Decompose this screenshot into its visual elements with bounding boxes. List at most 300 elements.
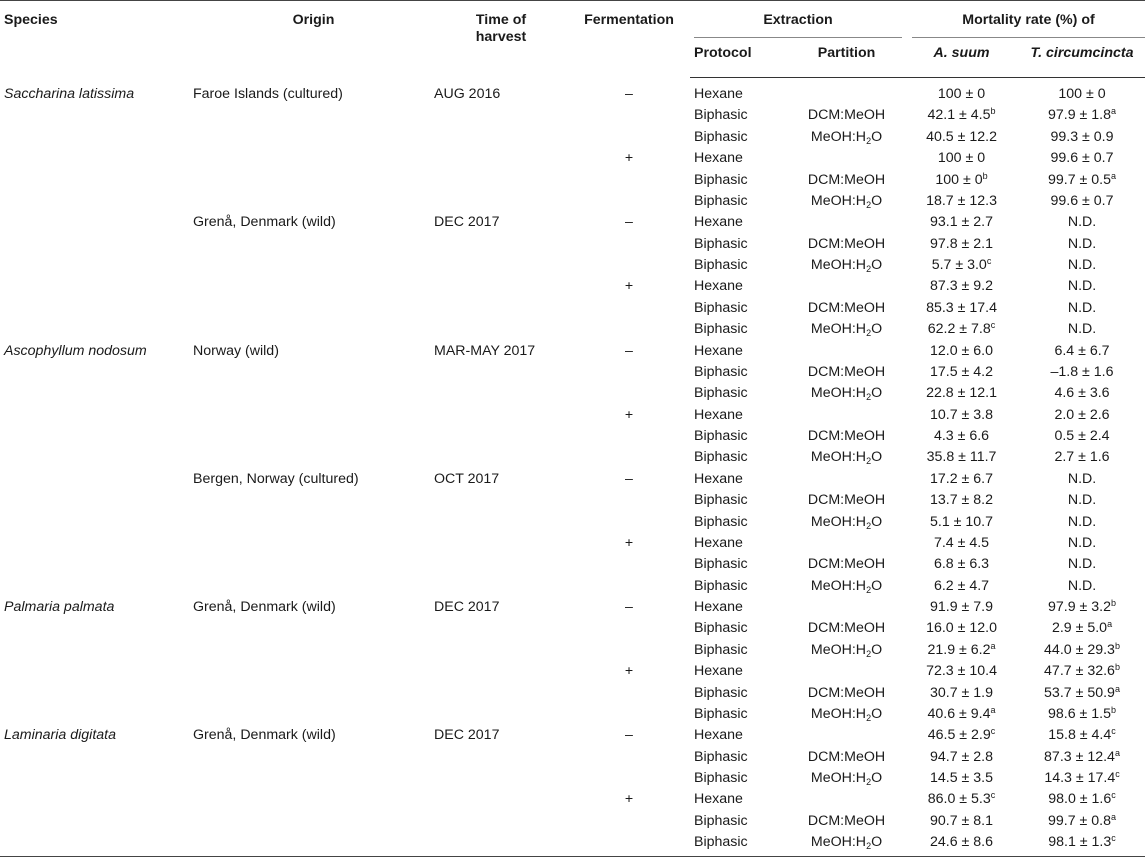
t-circumcincta-cell-text: 6.4 ± 6.7: [1054, 342, 1110, 359]
table-row: [0, 234, 1145, 255]
partition-cell: [789, 234, 904, 255]
fermentation-cell: [568, 533, 690, 554]
species-cell: [0, 811, 193, 832]
fermentation-cell: [568, 383, 690, 404]
origin-cell: [193, 78, 434, 106]
time-of-harvest-cell: [434, 747, 568, 768]
t-circumcincta-cell-text: 99.6 ± 0.7: [1050, 150, 1114, 167]
protocol-cell-text: Biphasic: [694, 192, 748, 209]
protocol-cell: [690, 298, 789, 319]
protocol-cell: [690, 191, 789, 212]
partition-cell: [789, 768, 904, 789]
a-suum-cell-text: 17.2 ± 6.7: [930, 470, 994, 487]
protocol-cell-text: Hexane: [694, 727, 743, 744]
species-cell: [0, 661, 193, 682]
t-circumcincta-cell-text: 100 ± 0: [1058, 86, 1106, 102]
a-suum-cell-text: 5.7 ± 3.0: [931, 257, 987, 273]
a-suum-cell: [904, 704, 1019, 725]
a-suum-cell: [904, 640, 1019, 661]
species-cell: [0, 576, 193, 597]
protocol-cell-text: Biphasic: [694, 299, 748, 316]
t-circumcincta-cell: [1019, 725, 1145, 746]
a-suum-cell-text: 100 ± 0: [937, 150, 986, 167]
protocol-cell: [690, 78, 789, 106]
partition-cell-text: DCM:MeOH: [807, 748, 886, 765]
time-of-harvest-cell: [434, 298, 568, 319]
time-of-harvest-cell: [434, 490, 568, 511]
origin-cell: [193, 490, 434, 511]
t-circumcincta-cell: [1019, 405, 1145, 426]
a-suum-cell: [904, 512, 1019, 533]
species-cell: [0, 405, 193, 426]
partition-cell: [789, 469, 904, 490]
time-of-harvest-cell-text: OCT 2017: [434, 470, 500, 487]
a-suum-cell-text: 17.5 ± 4.2: [930, 363, 994, 380]
fermentation-cell: [568, 789, 690, 810]
t-circumcincta-cell: [1019, 127, 1145, 148]
t-circumcincta-cell-text: N.D.: [1067, 214, 1097, 231]
t-circumcincta-cell: [1019, 597, 1145, 618]
time-of-harvest-cell: [434, 383, 568, 404]
t-circumcincta-cell-text: 53.7 ± 50.9: [1044, 684, 1115, 701]
a-suum-cell: [904, 725, 1019, 746]
species-cell: [0, 234, 193, 255]
protocol-cell: [690, 490, 789, 511]
partition-cell-text: DCM:MeOH: [807, 428, 886, 444]
fermentation-cell-text: –: [625, 727, 633, 744]
partition-cell: [789, 618, 904, 639]
species-cell: [0, 469, 193, 490]
fermentation-cell: [568, 512, 690, 533]
protocol-cell: [690, 426, 789, 447]
t-circumcincta-cell: [1019, 640, 1145, 661]
a-suum-cell-text: 4.3 ± 6.6: [933, 428, 990, 444]
time-of-harvest-cell: [434, 105, 568, 126]
fermentation-cell: [568, 576, 690, 597]
protocol-cell-text: Biphasic: [694, 770, 748, 786]
time-of-harvest-cell: [434, 170, 568, 191]
t-circumcincta-cell: [1019, 426, 1145, 447]
t-circumcincta-cell: [1019, 191, 1145, 212]
fermentation-cell: [568, 341, 690, 362]
partition-cell-text: DCM:MeOH: [807, 812, 886, 829]
fermentation-cell-text: –: [625, 214, 633, 231]
partition-text: $MeOH:H_2O$: [810, 385, 883, 403]
fermentation-cell: [568, 661, 690, 682]
table-row: [0, 554, 1145, 575]
significance-superscript: b: [1114, 662, 1120, 673]
table-row: [0, 618, 1145, 639]
t-circumcincta-cell: [1019, 148, 1145, 169]
time-of-harvest-cell: [434, 127, 568, 148]
header-extraction-label: Extraction: [694, 12, 902, 38]
t-circumcincta-cell: [1019, 533, 1145, 554]
partition-text: $MeOH:H_2O$: [810, 834, 883, 852]
a-suum-cell-text: 86.0 ± 5.3: [927, 791, 991, 808]
species-cell: [0, 725, 193, 746]
a-suum-cell: [904, 276, 1019, 297]
partition-cell: [789, 832, 904, 853]
table-row: [0, 640, 1145, 661]
a-suum-cell-text: 90.7 ± 8.1: [930, 812, 994, 829]
origin-cell-text: Bergen, Norway (cultured): [193, 470, 359, 487]
time-of-harvest-cell: [434, 447, 568, 468]
table-row: [0, 447, 1145, 468]
t-circumcincta-cell-text: 99.3 ± 0.9: [1050, 128, 1114, 145]
protocol-cell: [690, 554, 789, 575]
time-of-harvest-cell: [434, 426, 568, 447]
significance-superscript: c: [986, 256, 992, 266]
t-circumcincta-cell: [1019, 747, 1145, 768]
origin-cell: [193, 704, 434, 725]
partition-cell: [789, 148, 904, 169]
partition-cell: [789, 661, 904, 682]
partition-text: $MeOH:H_2O$: [810, 321, 883, 339]
a-suum-cell: [904, 683, 1019, 704]
origin-cell: [193, 597, 434, 618]
table-row: [0, 78, 1145, 106]
protocol-cell: [690, 447, 789, 468]
time-of-harvest-cell: [434, 533, 568, 554]
time-of-harvest-cell: [434, 405, 568, 426]
partition-cell: [789, 78, 904, 106]
species-cell: [0, 191, 193, 212]
t-circumcincta-cell-text: 2.7 ± 1.6: [1054, 449, 1110, 466]
species-cell: [0, 78, 193, 106]
t-circumcincta-cell: [1019, 512, 1145, 533]
protocol-cell-text: Hexane: [694, 278, 743, 295]
species-cell-text: Ascophyllum nodosum: [4, 342, 147, 359]
partition-cell: [789, 127, 904, 148]
origin-cell: [193, 447, 434, 468]
time-of-harvest-cell: [434, 661, 568, 682]
a-suum-cell-text: 46.5 ± 2.9: [927, 727, 991, 744]
t-circumcincta-cell-text: N.D.: [1067, 235, 1097, 252]
a-suum-cell-text: 21.9 ± 6.2: [927, 641, 991, 658]
header-mortality: [904, 1, 1145, 39]
a-suum-cell: [904, 170, 1019, 191]
a-suum-cell: [904, 832, 1019, 853]
header-partition: Partition: [789, 38, 904, 78]
header-t-circumcincta: T. circumcincta: [1019, 38, 1145, 78]
species-cell: [0, 212, 193, 233]
t-circumcincta-cell-text: –1.8 ± 1.6: [1050, 363, 1114, 380]
partition-cell: [789, 105, 904, 126]
protocol-cell-text: Hexane: [694, 534, 743, 551]
protocol-cell-text: Hexane: [694, 470, 743, 487]
protocol-cell: [690, 255, 789, 276]
time-of-harvest-cell: [434, 768, 568, 789]
time-of-harvest-cell: [434, 704, 568, 725]
partition-text: $MeOH:H_2O$: [810, 192, 883, 210]
partition-cell: [789, 298, 904, 319]
protocol-cell: [690, 212, 789, 233]
protocol-cell: [690, 170, 789, 191]
origin-cell: [193, 533, 434, 554]
fermentation-cell: [568, 170, 690, 191]
t-circumcincta-cell-text: 98.6 ± 1.5: [1048, 705, 1112, 722]
protocol-cell-text: Hexane: [694, 406, 743, 423]
species-cell: [0, 383, 193, 404]
table-row: [0, 576, 1145, 597]
origin-cell: [193, 212, 434, 233]
table-row: [0, 405, 1145, 426]
origin-cell-text: Faroe Islands (cultured): [193, 85, 343, 102]
species-cell: [0, 832, 193, 853]
protocol-cell-text: Biphasic: [694, 620, 748, 637]
partition-cell-text: DCM:MeOH: [807, 492, 886, 509]
a-suum-cell-text: 14.5 ± 3.5: [930, 770, 994, 786]
origin-cell: [193, 362, 434, 383]
a-suum-cell: [904, 383, 1019, 404]
species-cell: [0, 747, 193, 768]
time-of-harvest-cell: [434, 811, 568, 832]
t-circumcincta-cell: [1019, 447, 1145, 468]
t-circumcincta-cell-text: 99.7 ± 0.8: [1048, 812, 1112, 829]
a-suum-cell: [904, 576, 1019, 597]
header-protocol: Protocol: [690, 38, 789, 78]
a-suum-cell: [904, 319, 1019, 340]
species-cell: [0, 512, 193, 533]
partition-cell: [789, 170, 904, 191]
origin-cell-text: Grenå, Denmark (wild): [193, 214, 336, 231]
significance-superscript: b: [1114, 640, 1120, 651]
protocol-cell-text: Hexane: [694, 342, 743, 359]
fermentation-cell: [568, 554, 690, 575]
protocol-cell-text: Hexane: [694, 150, 743, 167]
significance-superscript: a: [1111, 170, 1117, 181]
fermentation-cell-text: –: [625, 342, 633, 359]
a-suum-cell-text: 85.3 ± 17.4: [926, 299, 997, 316]
fermentation-cell: [568, 191, 690, 212]
a-suum-cell-text: 40.6 ± 9.4: [927, 705, 991, 722]
protocol-cell-text: Biphasic: [694, 812, 748, 829]
fermentation-cell: [568, 747, 690, 768]
fermentation-cell: [568, 469, 690, 490]
partition-cell: [789, 447, 904, 468]
a-suum-cell-text: 72.3 ± 10.4: [926, 663, 997, 680]
t-circumcincta-cell-text: N.D.: [1067, 321, 1097, 338]
t-circumcincta-cell: [1019, 78, 1145, 106]
table-row: [0, 191, 1145, 212]
fermentation-cell: [568, 447, 690, 468]
origin-cell-text: Norway (wild): [193, 342, 279, 359]
significance-superscript: c: [1111, 790, 1116, 801]
a-suum-cell: [904, 191, 1019, 212]
species-cell: [0, 255, 193, 276]
fermentation-cell: [568, 212, 690, 233]
protocol-cell: [690, 234, 789, 255]
partition-text: $MeOH:H_2O$: [810, 257, 883, 274]
origin-cell: [193, 276, 434, 297]
species-cell: [0, 533, 193, 554]
time-of-harvest-cell: [434, 148, 568, 169]
a-suum-cell-text: 94.7 ± 2.8: [930, 748, 994, 765]
time-of-harvest-cell: [434, 512, 568, 533]
protocol-cell-text: Biphasic: [694, 834, 748, 851]
time-of-harvest-cell: [434, 255, 568, 276]
protocol-cell-text: Hexane: [694, 86, 743, 102]
a-suum-cell: [904, 298, 1019, 319]
partition-cell: [789, 789, 904, 810]
a-suum-cell-text: 91.9 ± 7.9: [930, 599, 994, 615]
t-circumcincta-cell: [1019, 661, 1145, 682]
partition-cell-text: DCM:MeOH: [807, 171, 886, 188]
a-suum-cell-text: 100 ± 0: [937, 86, 986, 102]
a-suum-cell-text: 10.7 ± 3.8: [930, 406, 994, 423]
t-circumcincta-cell: [1019, 811, 1145, 832]
fermentation-cell: [568, 618, 690, 639]
species-cell: [0, 597, 193, 618]
origin-cell: [193, 512, 434, 533]
partition-text: $MeOH:H_2O$: [810, 128, 883, 146]
a-suum-cell: [904, 811, 1019, 832]
protocol-cell-text: Biphasic: [694, 513, 748, 530]
t-circumcincta-cell-text: N.D.: [1067, 492, 1097, 509]
protocol-cell: [690, 341, 789, 362]
a-suum-cell-text: 12.0 ± 6.0: [930, 342, 994, 359]
origin-cell: [193, 383, 434, 404]
protocol-cell-text: Hexane: [694, 214, 743, 231]
fermentation-cell-text: +: [624, 534, 634, 551]
partition-cell: [789, 490, 904, 511]
t-circumcincta-cell-text: 15.8 ± 4.4: [1048, 727, 1112, 744]
fermentation-cell-text: +: [624, 663, 634, 680]
protocol-cell: [690, 276, 789, 297]
table-bottom-rule: [0, 856, 1145, 857]
protocol-cell-text: Biphasic: [694, 428, 748, 444]
table-row: [0, 789, 1145, 810]
table-row: [0, 383, 1145, 404]
partition-cell: [789, 533, 904, 554]
origin-cell: [193, 191, 434, 212]
species-cell: [0, 554, 193, 575]
fermentation-cell: [568, 78, 690, 106]
time-of-harvest-cell-text: DEC 2017: [434, 214, 500, 231]
species-cell-text: Laminaria digitata: [4, 727, 116, 744]
species-cell: [0, 148, 193, 169]
partition-cell-text: DCM:MeOH: [807, 684, 886, 701]
t-circumcincta-cell: [1019, 576, 1145, 597]
protocol-cell-text: Biphasic: [694, 363, 748, 380]
a-suum-cell-text: 30.7 ± 1.9: [930, 684, 994, 701]
table-row: [0, 683, 1145, 704]
species-cell: [0, 127, 193, 148]
a-suum-cell: [904, 234, 1019, 255]
significance-superscript: b: [1111, 704, 1117, 715]
table-row: [0, 105, 1145, 126]
t-circumcincta-cell-text: N.D.: [1067, 556, 1097, 573]
origin-cell: [193, 683, 434, 704]
t-circumcincta-cell: [1019, 362, 1145, 383]
partition-cell-text: DCM:MeOH: [807, 299, 886, 316]
protocol-cell-text: Biphasic: [694, 449, 748, 466]
origin-cell: [193, 148, 434, 169]
time-of-harvest-cell: [434, 362, 568, 383]
fermentation-cell-text: +: [624, 150, 634, 167]
table-row: [0, 661, 1145, 682]
fermentation-cell: [568, 362, 690, 383]
table-row: [0, 469, 1145, 490]
fermentation-cell-text: –: [625, 85, 633, 102]
origin-cell: [193, 105, 434, 126]
protocol-cell: [690, 725, 789, 746]
species-cell: [0, 640, 193, 661]
t-circumcincta-cell-text: 14.3 ± 17.4: [1044, 770, 1116, 786]
protocol-cell: [690, 319, 789, 340]
partition-cell-text: DCM:MeOH: [807, 235, 886, 252]
partition-cell: [789, 512, 904, 533]
species-cell: [0, 447, 193, 468]
origin-cell: [193, 405, 434, 426]
origin-cell-text: Grenå, Denmark (wild): [193, 727, 336, 744]
protocol-cell: [690, 832, 789, 853]
origin-cell: [193, 234, 434, 255]
table-row: [0, 490, 1145, 511]
table-row: [0, 341, 1145, 362]
protocol-cell-text: Biphasic: [694, 107, 748, 124]
significance-superscript: a: [1111, 811, 1117, 822]
t-circumcincta-cell: [1019, 618, 1145, 639]
t-circumcincta-cell-text: 98.1 ± 1.3: [1048, 834, 1112, 851]
protocol-cell-text: Biphasic: [694, 641, 748, 658]
time-of-harvest-cell: [434, 597, 568, 618]
time-of-harvest-cell: [434, 234, 568, 255]
partition-cell: [789, 554, 904, 575]
time-of-harvest-cell: [434, 319, 568, 340]
partition-cell: [789, 576, 904, 597]
t-circumcincta-cell: [1019, 469, 1145, 490]
partition-cell: [789, 725, 904, 746]
species-cell: [0, 618, 193, 639]
protocol-cell: [690, 383, 789, 404]
time-of-harvest-cell-text: MAR-MAY 2017: [434, 342, 536, 359]
protocol-cell: [690, 576, 789, 597]
header-species: Species: [0, 1, 193, 78]
table-row: [0, 148, 1145, 169]
significance-superscript: a: [1114, 747, 1120, 758]
species-cell: [0, 276, 193, 297]
time-of-harvest-cell-text: DEC 2017: [434, 727, 500, 744]
a-suum-cell: [904, 255, 1019, 276]
partition-text: $MeOH:H_2O$: [810, 449, 883, 467]
t-circumcincta-cell-text: 98.0 ± 1.6: [1048, 791, 1112, 808]
header-time-line2: harvest: [475, 29, 527, 45]
partition-cell: [789, 747, 904, 768]
protocol-cell-text: Biphasic: [694, 128, 748, 145]
a-suum-cell-text: 5.1 ± 10.7: [930, 513, 994, 530]
significance-superscript: c: [1111, 833, 1116, 844]
species-cell: [0, 319, 193, 340]
protocol-cell: [690, 811, 789, 832]
protocol-cell: [690, 533, 789, 554]
species-cell: [0, 426, 193, 447]
fermentation-cell: [568, 597, 690, 618]
fermentation-cell: [568, 811, 690, 832]
t-circumcincta-cell-text: 0.5 ± 2.4: [1054, 428, 1110, 444]
fermentation-cell: [568, 148, 690, 169]
a-suum-cell: [904, 78, 1019, 106]
protocol-cell: [690, 789, 789, 810]
origin-cell: [193, 768, 434, 789]
origin-cell-text: Grenå, Denmark (wild): [193, 599, 336, 615]
t-circumcincta-cell-text: 47.7 ± 32.6: [1044, 663, 1115, 680]
time-of-harvest-cell: [434, 341, 568, 362]
time-of-harvest-cell-text: AUG 2016: [434, 85, 501, 102]
table-row: [0, 127, 1145, 148]
time-of-harvest-cell: [434, 554, 568, 575]
origin-cell: [193, 298, 434, 319]
